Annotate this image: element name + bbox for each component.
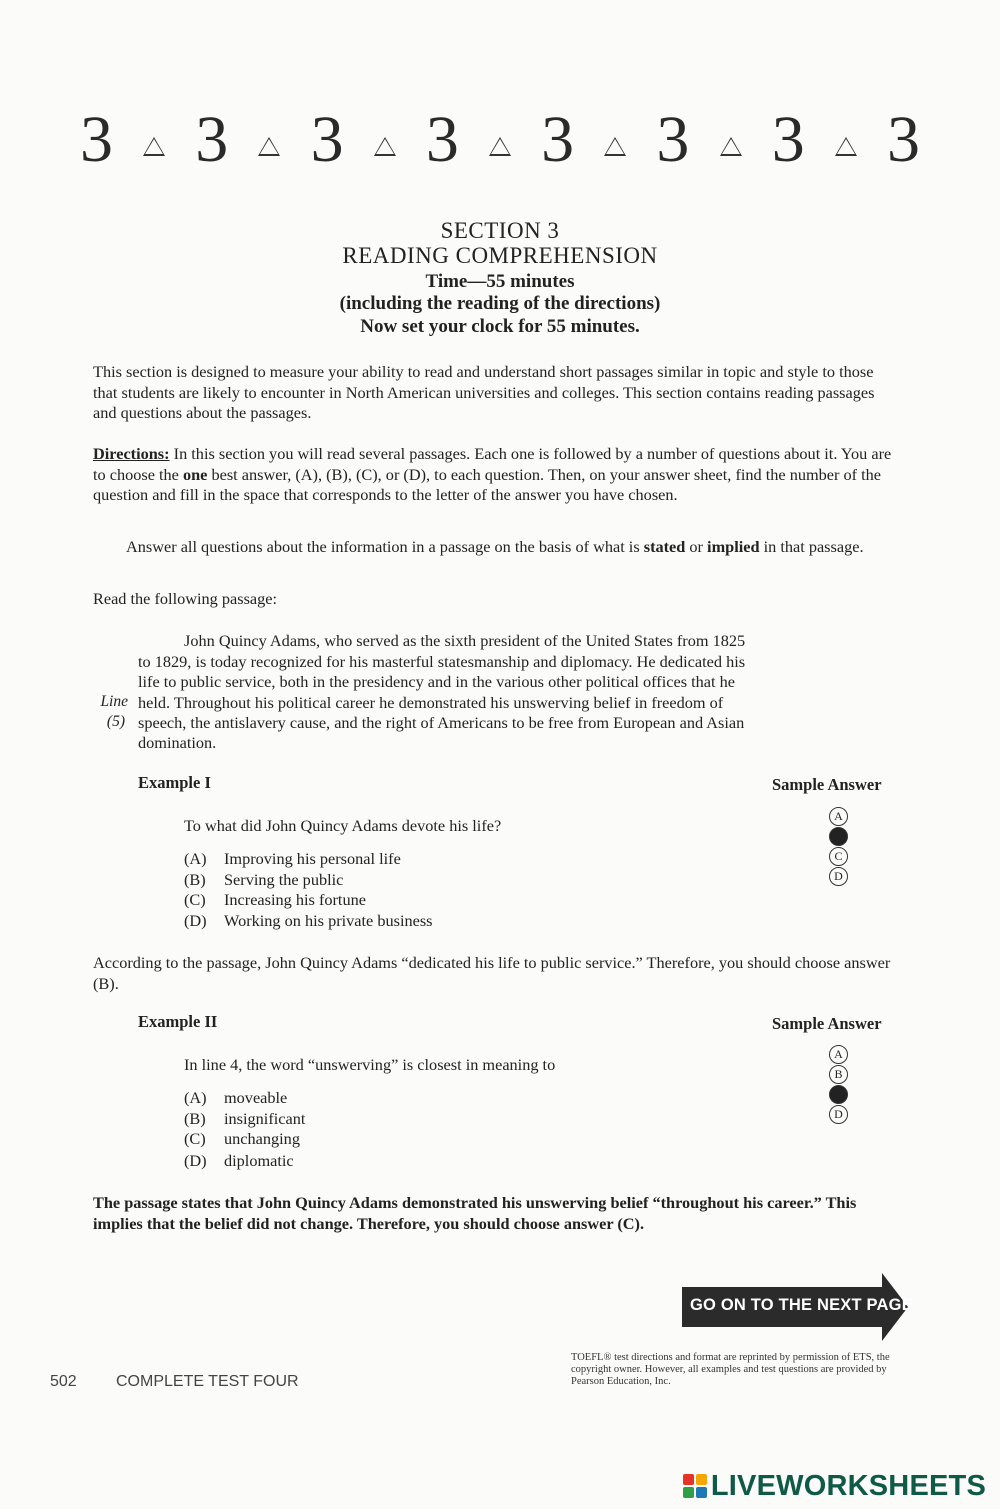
- triangle-icon: [143, 137, 165, 156]
- banner-digit: 3: [886, 103, 920, 176]
- section-banner: [80, 100, 920, 180]
- option-text: insignificant: [224, 1109, 306, 1128]
- directions-label: Directions:: [93, 444, 170, 463]
- triangle-icon: [720, 137, 742, 156]
- option-text: Increasing his fortune: [224, 890, 366, 909]
- example-2-option-a: [184, 1088, 287, 1109]
- example-1-option-a: [184, 849, 401, 870]
- banner-digit: 3: [310, 103, 344, 176]
- stated-emphasis: stated: [643, 537, 686, 556]
- implied-emphasis: implied: [707, 537, 760, 556]
- read-following-label: Read the following passage:: [93, 589, 278, 608]
- next-page-label: GO ON TO THE NEXT PAGE: [690, 1296, 913, 1314]
- line-label: Line: [100, 693, 128, 710]
- banner-digit: 3: [771, 103, 805, 176]
- example-2-explanation: The passage states that John Quincy Adams demonstrated his unswerving belief “throughout his career.” This implies that the belief did not change. Therefore, you should choose answer (C).: [93, 1193, 857, 1233]
- section-subject: READING COMPREHENSION: [342, 243, 658, 268]
- option-text: Improving his personal life: [224, 849, 401, 868]
- section-title: SECTION 3: [440, 218, 560, 243]
- option-letter: (B): [184, 1109, 206, 1128]
- test-name: COMPLETE TEST FOUR: [116, 1373, 299, 1390]
- banner-digit: 3: [425, 103, 459, 176]
- option-text: Serving the public: [224, 870, 344, 889]
- answer-all-text: or: [685, 537, 708, 556]
- triangle-icon: [604, 137, 626, 156]
- option-text: Working on his private business: [224, 911, 433, 930]
- example-1-option-b: [184, 870, 343, 891]
- answer-all-text: in that passage.: [759, 537, 864, 556]
- triangle-icon: [258, 137, 280, 156]
- triangle-icon: [835, 137, 857, 156]
- example-1-option-d: [184, 911, 433, 932]
- copyright-credit: TOEFL® test directions and format are reprinted by permission of ETS, the copyright owner. However, all examples and test questions are provided by Pearson Education, Inc.: [571, 1352, 890, 1387]
- option-letter: (B): [184, 870, 206, 889]
- answer-all-text: Answer all questions about the information in a passage on the basis of what is: [126, 537, 644, 556]
- option-letter: (C): [184, 890, 206, 909]
- section-including: (including the reading of the directions): [339, 293, 661, 314]
- answer-bubble-a: A: [829, 1045, 848, 1064]
- option-letter: (A): [184, 849, 207, 868]
- banner-digit: 3: [656, 103, 690, 176]
- passage-line: life to public service, both in the presidency and in the various other political offices that he: [138, 672, 735, 691]
- logo-square: [696, 1474, 707, 1485]
- directions-paragraph: [93, 444, 905, 506]
- answer-bubble-c: C: [829, 847, 848, 866]
- example-1-title: Example I: [138, 773, 211, 792]
- banner-digit: 3: [195, 103, 229, 176]
- triangle-icon: [374, 137, 396, 156]
- option-text: diplomatic: [224, 1151, 294, 1170]
- example-1-explanation: According to the passage, John Quincy Adams “dedicated his life to public service.” Therefore, you should choose answer (B).: [93, 953, 891, 993]
- example-2-sample-label: Sample Answer: [772, 1014, 882, 1033]
- answer-bubble-b: B: [829, 1065, 848, 1084]
- banner-digit: 3: [541, 103, 575, 176]
- option-letter: (D): [184, 911, 207, 930]
- passage-line: to 1829, is today recognized for his masterful statesmanship and diplomacy. He dedicated his: [138, 652, 746, 671]
- logo-square: [696, 1487, 707, 1498]
- intro-paragraph: This section is designed to measure your ability to read and understand short passages similar in topic and style to those that students are likely to encounter in North American universities and colleges. This section contains reading passages and questions about the passages.: [93, 362, 875, 422]
- answer-all-paragraph: [93, 537, 908, 558]
- liveworksheets-logo-icon: [683, 1474, 707, 1498]
- section-time: Time—55 minutes: [425, 271, 575, 292]
- passage-line: held. Throughout his political career he demonstrated his unswerving belief in freedom of: [138, 693, 724, 712]
- option-text: moveable: [224, 1088, 288, 1107]
- answer-bubble-d: D: [829, 1105, 848, 1124]
- example-1-sample-label: Sample Answer: [772, 775, 882, 794]
- option-letter: (A): [184, 1088, 207, 1107]
- directions-emphasis: one: [182, 464, 208, 484]
- example-2-option-b: [184, 1109, 305, 1130]
- answer-bubble-c-filled: [829, 1085, 848, 1104]
- section-clock: Now set your clock for 55 minutes.: [360, 316, 640, 337]
- answer-bubble-b-filled: [829, 827, 848, 846]
- example-1-option-c: [184, 890, 366, 911]
- answer-bubble-d: D: [829, 867, 848, 886]
- logo-square: [683, 1474, 694, 1485]
- passage-line: John Quincy Adams, who served as the sixth president of the United States from 1825: [184, 631, 746, 650]
- passage-line: domination.: [138, 733, 217, 752]
- line-number-five: (5): [106, 713, 125, 730]
- option-letter: (D): [184, 1151, 207, 1170]
- example-2-option-d: [184, 1151, 294, 1172]
- triangle-icon: [489, 137, 511, 156]
- example-2-question: In line 4, the word “unswerving” is closest in meaning to: [184, 1055, 556, 1074]
- liveworksheets-logo[interactable]: [683, 1471, 986, 1501]
- example-2-title: Example II: [138, 1012, 218, 1031]
- banner-digit: 3: [80, 103, 113, 176]
- logo-square: [683, 1487, 694, 1498]
- directions-text: best answer, (A), (B), (C), or (D), to each question. Then, on your answer sheet, find the number of the question and fill in the space that corresponds to the letter of the answer you have chosen.: [93, 464, 882, 504]
- answer-bubble-a: A: [829, 807, 848, 826]
- passage-line: speech, the antislavery cause, and the right of Americans to be free from European and Asian: [138, 713, 745, 732]
- option-letter: (C): [184, 1129, 206, 1148]
- directions-text: In this section you will read several passages. Each one is followed by a number of questions about it. You are to choose the: [93, 444, 892, 484]
- page-number: 502: [50, 1373, 77, 1390]
- liveworksheets-wordmark: LIVEWORKSHEETS: [710, 1469, 986, 1502]
- option-text: unchanging: [224, 1129, 300, 1148]
- example-2-option-c: [184, 1129, 300, 1150]
- example-1-question: To what did John Quincy Adams devote his life?: [184, 816, 502, 835]
